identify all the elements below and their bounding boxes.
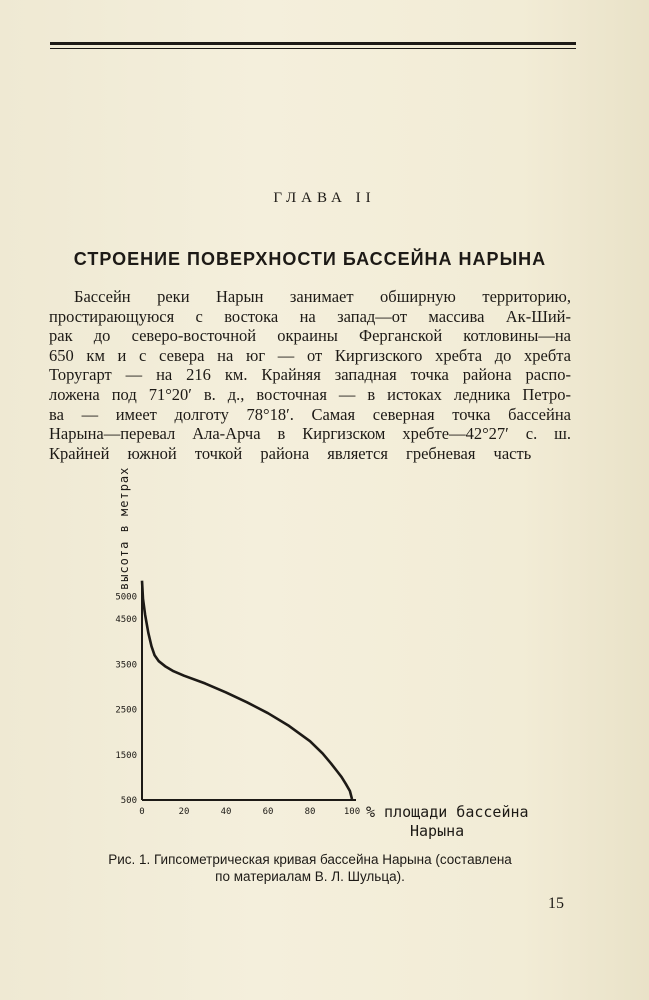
body-line: Бассейн реки Нарын занимает обширную территорию,: [74, 287, 571, 306]
y-tick-label: 1500: [115, 750, 137, 761]
caption-line: по материалам В. Л. Шульца).: [215, 869, 405, 884]
chapter-title: ГЛАВА II: [273, 190, 376, 206]
y-tick-label: 4500: [115, 615, 137, 626]
chart-canvas: [98, 455, 538, 845]
body-line: Крайней южной точкой района является гребневая часть: [49, 443, 532, 463]
y-tick-label: 5000: [115, 592, 137, 603]
y-tick-label: 3500: [115, 660, 137, 671]
header-rule-thick: [50, 42, 576, 45]
y-tick-labels: [115, 593, 137, 806]
body-line: ложена под 71°20′ в. д., восточная — в истоках ледника Петро-: [49, 384, 571, 404]
section-heading: СТРОЕНИЕ ПОВЕРХНОСТИ БАССЕЙНА НАРЫНА: [73, 249, 547, 269]
y-axis-label: высота в метрах: [117, 466, 131, 590]
body-line: простирающуюся с востока на запад—от массива Ак-Ший-: [49, 306, 571, 326]
x-tick-label: 20: [178, 807, 190, 817]
body-line: ва — имеет долготу 78°18′. Самая северная точка бассейна: [49, 404, 571, 424]
x-tick-label: 40: [220, 807, 232, 817]
body-line: рак до северо-восточной окраины Ферганской котловины—на: [49, 326, 571, 346]
x-tick-label: 0: [139, 807, 145, 817]
header-rule-thin: [50, 48, 576, 49]
x-axis-label-line1: % площади бассейна: [366, 803, 529, 821]
caption-line: Рис. 1. Гипсометрическая кривая бассейна Нарына (составлена: [108, 852, 512, 867]
hypsometric-curve: [142, 581, 352, 799]
body-line: 650 км и с севера на юг — от Киргизского хребта до хребта: [49, 345, 571, 365]
page-number: 15: [548, 895, 564, 912]
x-tick-label: 60: [262, 807, 274, 817]
x-tick-labels: [139, 807, 360, 817]
x-axis-label-line2: Нарына: [410, 822, 465, 840]
x-tick-label: 100: [343, 807, 361, 817]
hypsometric-chart: [98, 455, 538, 845]
figure-caption: [60, 851, 560, 885]
y-tick-label: 2500: [115, 705, 137, 716]
x-tick-label: 80: [304, 807, 316, 817]
body-paragraph: [49, 287, 571, 463]
body-line: Торугарт — на 216 км. Крайняя западная точка района распо-: [49, 365, 571, 385]
y-tick-label: 500: [120, 796, 137, 806]
body-line: Нарына—перевал Ала-Арча в Киргизском хребте—42°27′ с. ш.: [49, 424, 571, 444]
